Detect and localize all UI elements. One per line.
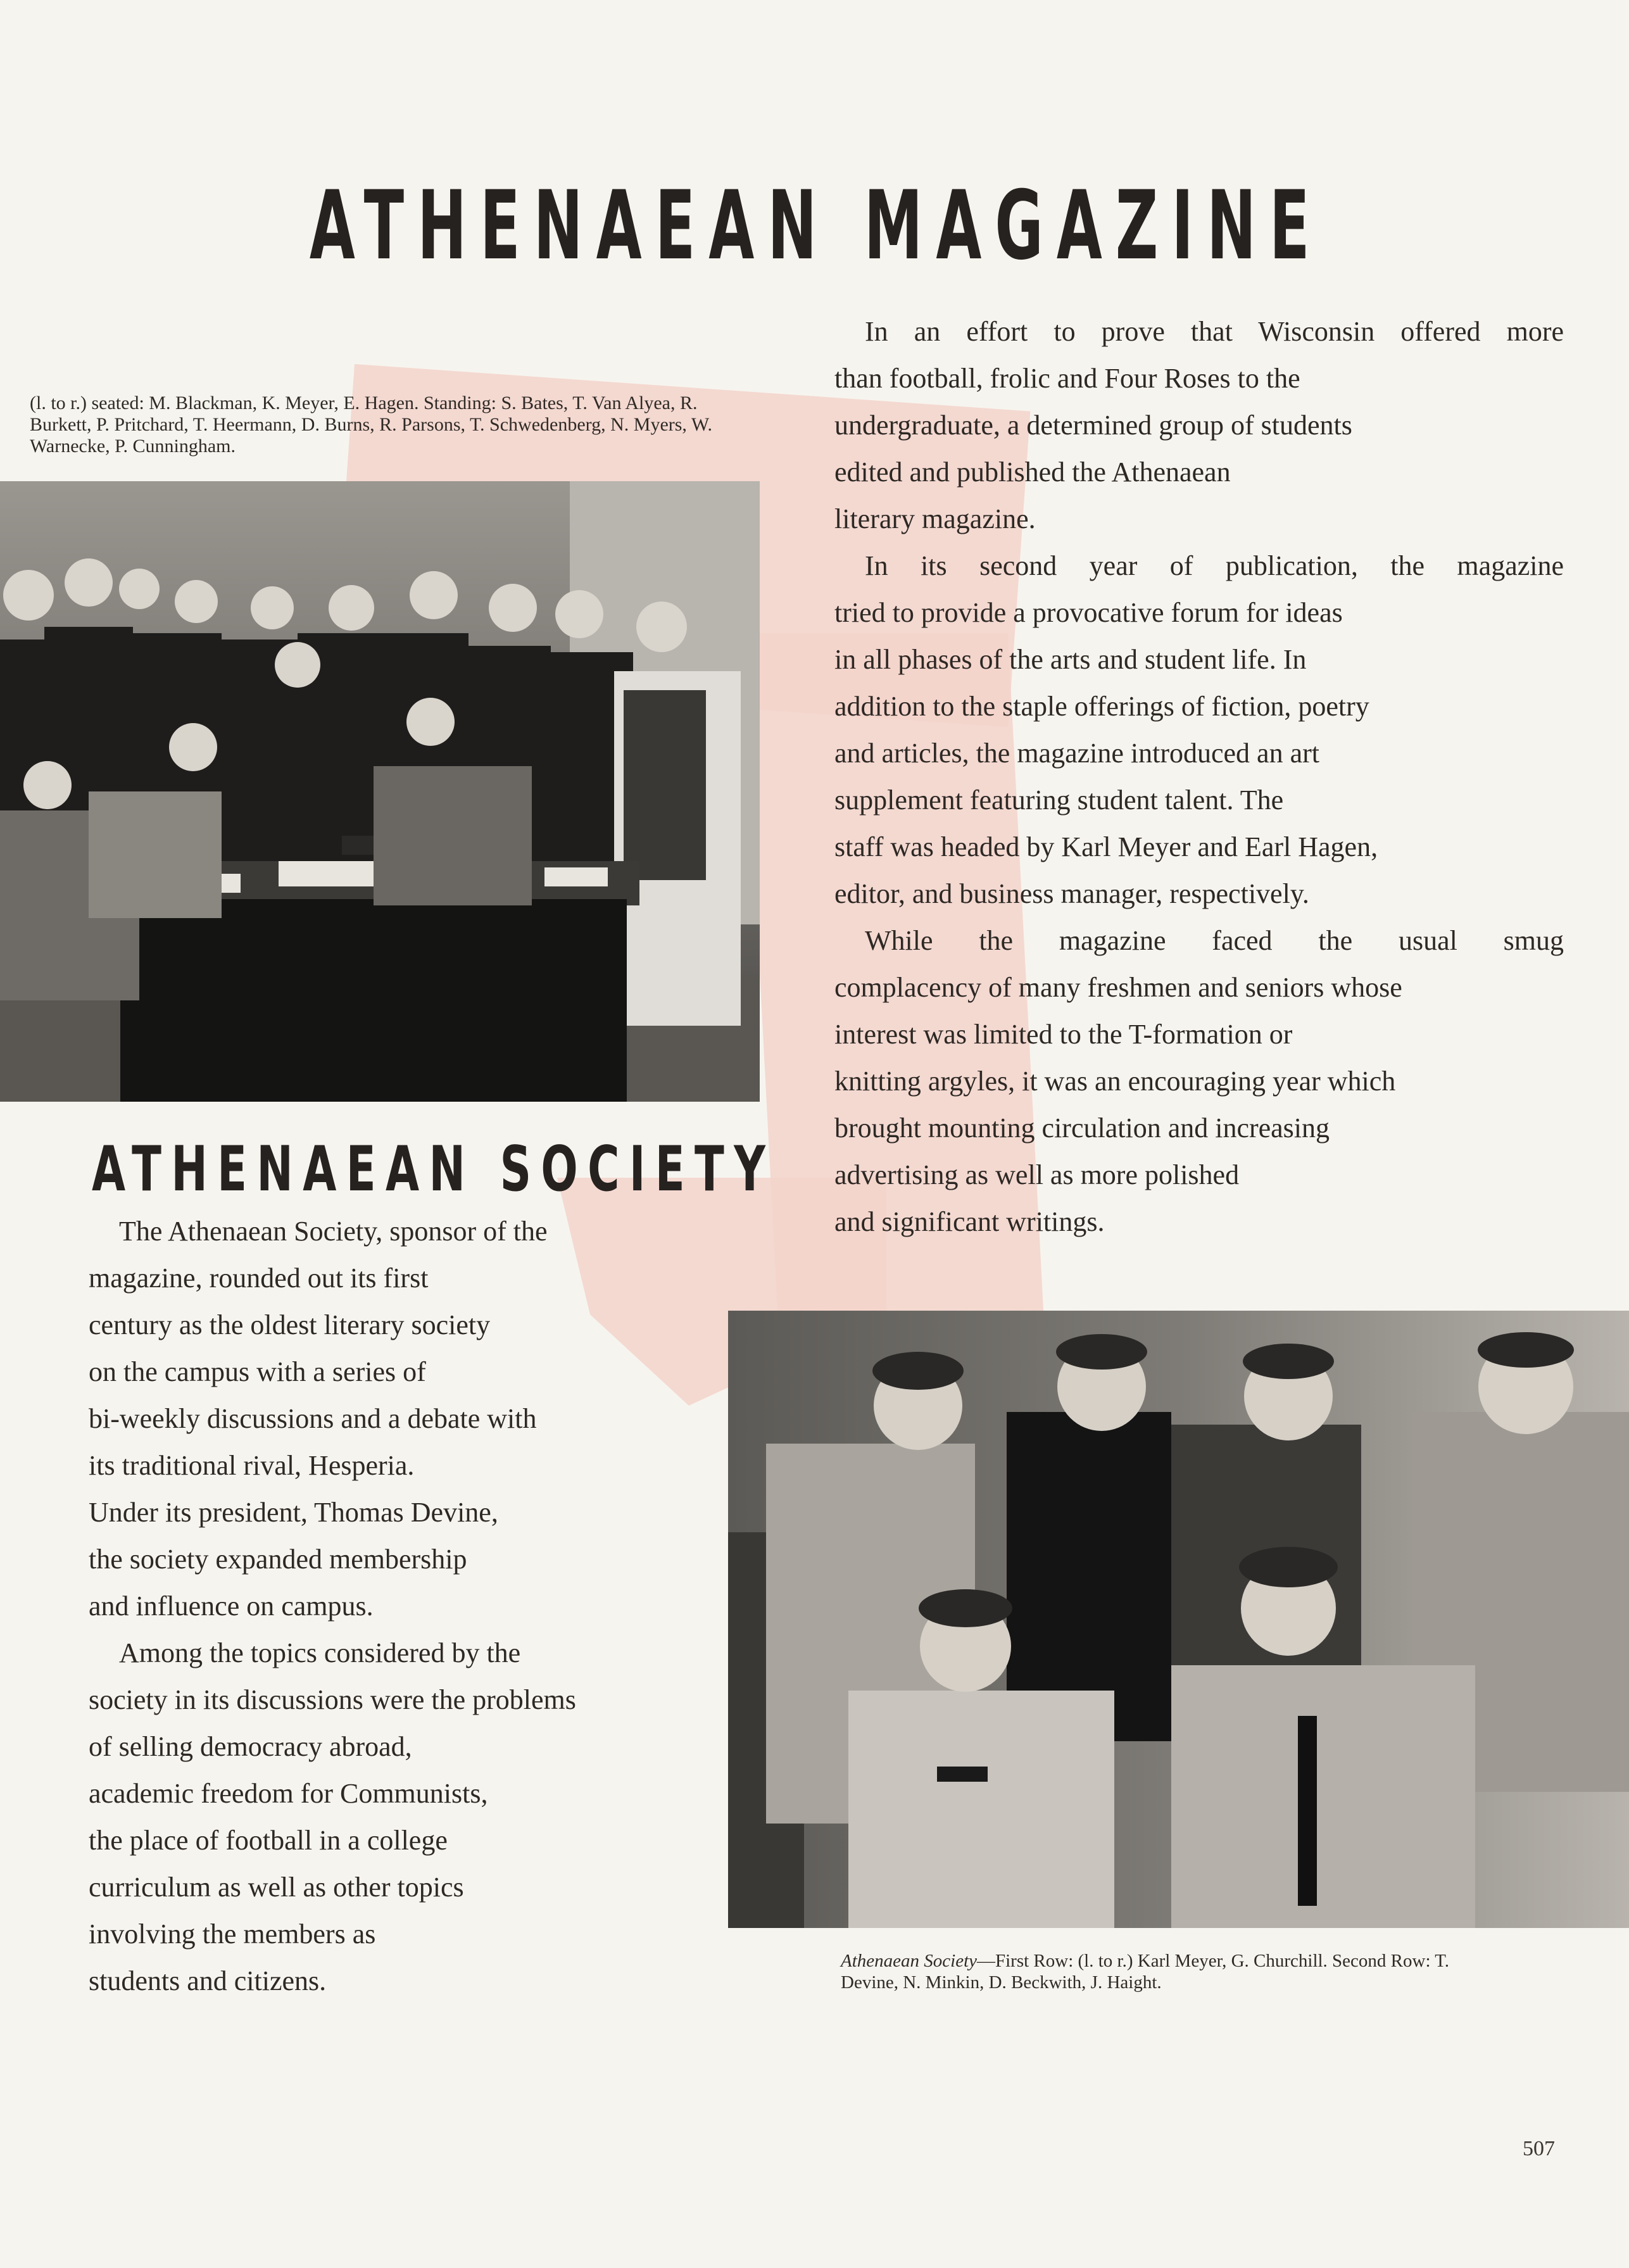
society-article [89,1208,722,2005]
text-line: and articles, the magazine introduced an art [834,738,1319,769]
text-line: supplement featuring student talent. The [834,784,1284,816]
text-line: complacency of many freshmen and seniors whose [834,972,1402,1003]
text-line: In its second year of publication, the magazine [865,550,1564,581]
text-line: In an effort to prove that Wisconsin offered more [865,316,1564,347]
society-paragraph-1 [89,1208,722,1630]
text-line: edited and published the Athenaean [834,457,1231,488]
caption-rest: —First Row: (l. to r.) Karl Meyer, G. Churchill. Second Row: T. Devine, N. Minkin, D. Beckwith, J. Haight. [841,1951,1450,1993]
text-line: Among the topics considered by the [119,1637,521,1668]
text-line: in all phases of the arts and student life. In [834,644,1307,675]
text-line: involving the members as [89,1918,376,1950]
text-line: literary magazine. [834,503,1036,534]
text-line: staff was headed by Karl Meyer and Earl Hagen, [834,831,1378,862]
magazine-staff-photo [0,481,760,1102]
text-line: than football, frolic and Four Roses to the [834,363,1300,394]
page-title: ATHENAEAN MAGAZINE [309,171,1323,281]
text-line: Under its president, Thomas Devine, [89,1497,498,1528]
text-line: tried to provide a provocative forum for ideas [834,597,1343,628]
magazine-article [834,308,1564,1245]
text-line: knitting argyles, it was an encouraging year which [834,1066,1396,1097]
text-line: addition to the staple offerings of fiction, poetry [834,691,1369,722]
text-line: The Athenaean Society, sponsor of the [119,1216,548,1247]
text-line: interest was limited to the T-formation or [834,1019,1293,1050]
society-paragraph-2 [89,1630,722,2005]
society-heading: ATHENAEAN SOCIETY [92,1133,776,1206]
top-photo-caption: (l. to r.) seated: M. Blackman, K. Meyer, E. Hagen. Standing: S. Bates, T. Van Alyea, R. Burkett, P. Pritchard, T. Heermann, D. Burns, R. Parsons, T. Schwedenberg, N. Myers, W. Warnecke, P. Cunningham. [30,393,712,457]
text-line: students and citizens. [89,1965,327,1996]
caption-italic-lead: Athenaean Society [841,1951,977,1971]
magazine-paragraph-3 [834,917,1564,1245]
text-line: and influence on campus. [89,1591,374,1622]
text-line: of selling democracy abroad, [89,1731,412,1762]
text-line: bi-weekly discussions and a debate with [89,1403,537,1434]
society-members-photo [728,1311,1629,1928]
text-line: editor, and business manager, respectively. [834,878,1309,909]
text-line: advertising as well as more polished [834,1159,1240,1190]
text-line: academic freedom for Communists, [89,1778,488,1809]
text-line: While the magazine faced the usual smug [865,925,1564,956]
bottom-photo-caption [841,1950,1502,1993]
text-line: the society expanded membership [89,1544,467,1575]
magazine-paragraph-1 [834,308,1564,543]
magazine-paragraph-2 [834,543,1564,917]
text-line: the place of football in a college [89,1825,448,1856]
text-line: century as the oldest literary society [89,1309,491,1340]
text-line: curriculum as well as other topics [89,1872,464,1903]
text-line: brought mounting circulation and increasing [834,1112,1330,1143]
text-line: magazine, rounded out its first [89,1263,429,1294]
text-line: on the campus with a series of [89,1356,426,1387]
text-line: and significant writings. [834,1206,1105,1237]
page-number: 507 [1523,2137,1555,2160]
text-line: society in its discussions were the problems [89,1684,576,1715]
text-line: undergraduate, a determined group of students [834,410,1352,441]
text-line: its traditional rival, Hesperia. [89,1450,415,1481]
